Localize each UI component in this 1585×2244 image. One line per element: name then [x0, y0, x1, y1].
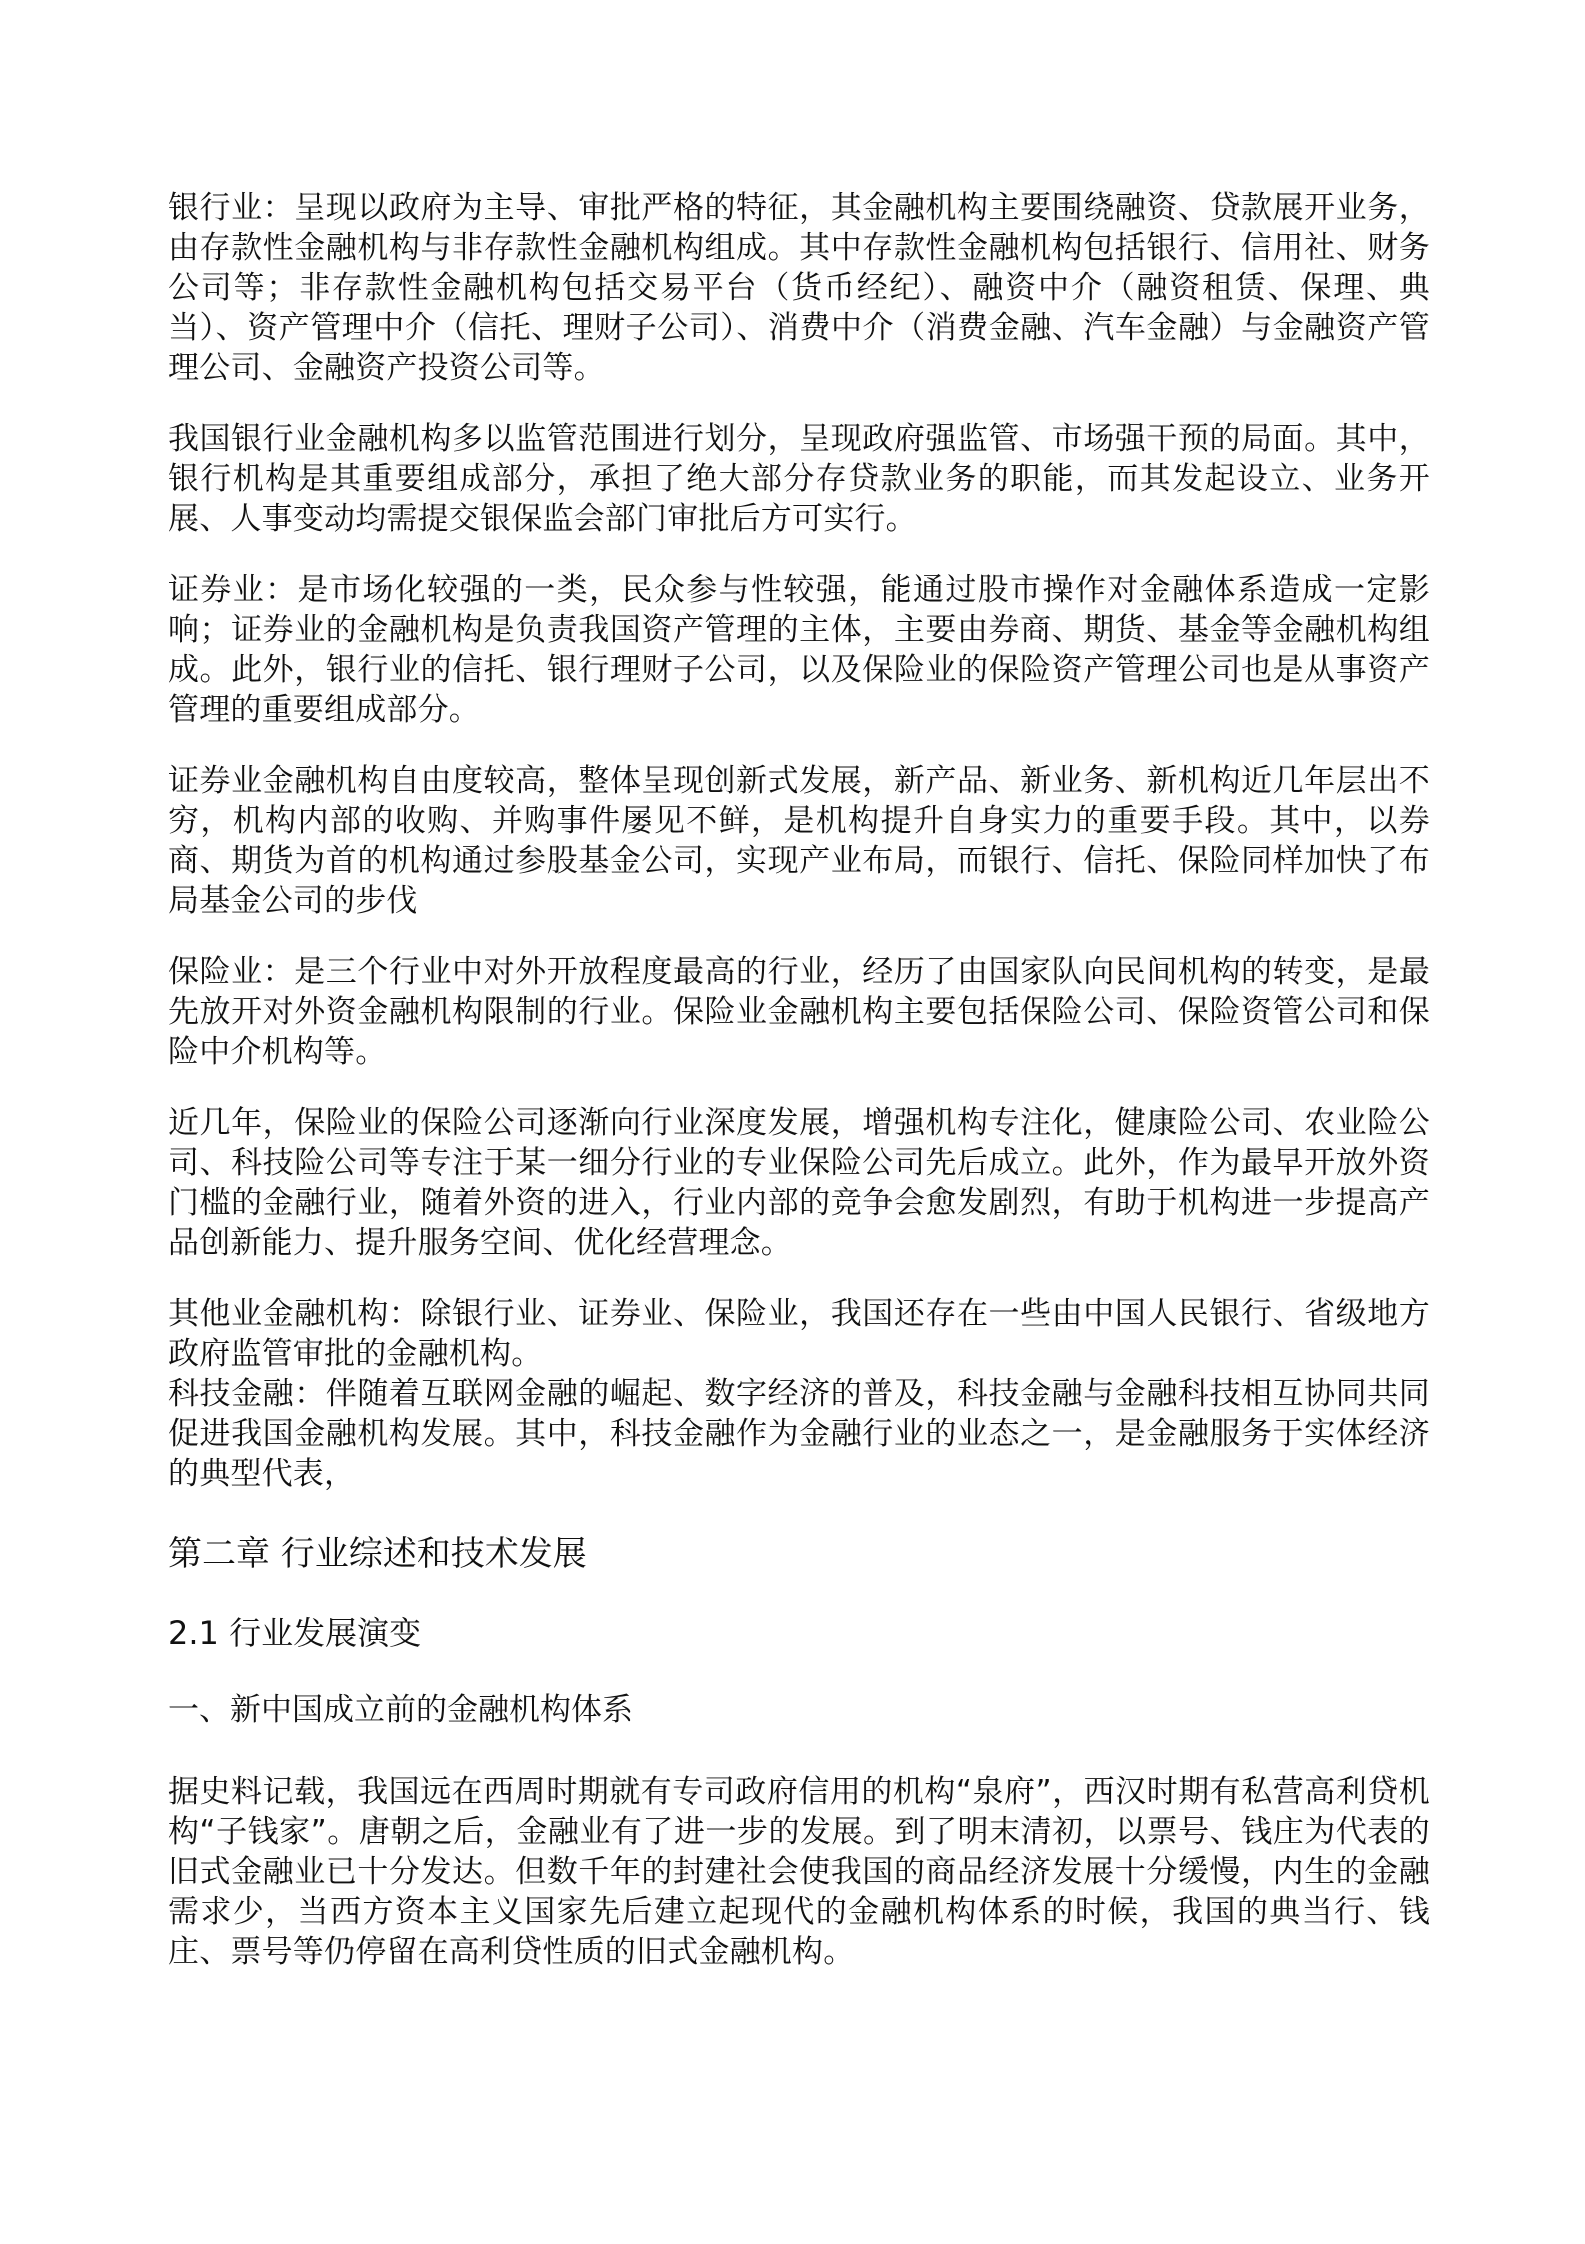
- paragraph-other-institutions: 其他业金融机构：除银行业、证券业、保险业，我国还存在一些由中国人民银行、省级地方政府监管审批的金融机构。: [168, 1296, 1430, 1372]
- paragraph-banking: 银行业：呈现以政府为主导、审批严格的特征，其金融机构主要围绕融资、贷款展开业务，由存款性金融机构与非存款性金融机构组成。其中存款性金融机构包括银行、信用社、财务公司等；非存款性金融机构包括交易平台（货币经纪）、融资中介（融资租赁、保理、典当）、资产管理中介（信托、理财子公司）、消费中介（消费金融、汽车金融）与金融资产管理公司、金融资产投资公司等。: [168, 190, 1430, 386]
- paragraph-history: 据史料记载，我国远在西周时期就有专司政府信用的机构“泉府”，西汉时期有私营高利贷机构“子钱家”。唐朝之后，金融业有了进一步的发展。到了明末清初，以票号、钱庄为代表的旧式金融业已十分发达。但数千年的封建社会使我国的商品经济发展十分缓慢，内生的金融需求少，当西方资本主义国家先后建立起现代的金融机构体系的时候，我国的典当行、钱庄、票号等仍停留在高利贷性质的旧式金融机构。: [168, 1774, 1430, 1970]
- paragraph-banking-regulation: 我国银行业金融机构多以监管范围进行划分，呈现政府强监管、市场强干预的局面。其中，银行机构是其重要组成部分，承担了绝大部分存贷款业务的职能，而其发起设立、业务开展、人事变动均需提交银保监会部门审批后方可实行。: [168, 421, 1430, 537]
- paragraph-securities-development: 证券业金融机构自由度较高，整体呈现创新式发展，新产品、新业务、新机构近几年层出不穷，机构内部的收购、并购事件屡见不鲜，是机构提升自身实力的重要手段。其中，以券商、期货为首的机构通过参股基金公司，实现产业布局，而银行、信托、保险同样加快了布局基金公司的步伐: [168, 763, 1430, 919]
- document-page: [168, 188, 1430, 2003]
- paragraph-insurance: 保险业：是三个行业中对外开放程度最高的行业，经历了由国家队向民间机构的转变，是最先放开对外资金融机构限制的行业。保险业金融机构主要包括保险公司、保险资管公司和保险中介机构等。: [168, 954, 1430, 1070]
- paragraph-insurance-development: 近几年，保险业的保险公司逐渐向行业深度发展，增强机构专注化，健康险公司、农业险公司、科技险公司等专注于某一细分行业的专业保险公司先后成立。此外，作为最早开放外资门槛的金融行业，随着外资的进入，行业内部的竞争会愈发剧烈，有助于机构进一步提高产品创新能力、提升服务空间、优化经营理念。: [168, 1105, 1430, 1261]
- section-title: 2.1 行业发展演变: [168, 1614, 422, 1652]
- subsection-title: 一、新中国成立前的金融机构体系: [168, 1692, 633, 1728]
- paragraph-securities: 证券业：是市场化较强的一类，民众参与性较强，能通过股市操作对金融体系造成一定影响；证券业的金融机构是负责我国资产管理的主体，主要由券商、期货、基金等金融机构组成。此外，银行业的信托、银行理财子公司，以及保险业的保险资产管理公司也是从事资产管理的重要组成部分。: [168, 572, 1430, 728]
- paragraph-tech-finance: 科技金融：伴随着互联网金融的崛起、数字经济的普及，科技金融与金融科技相互协同共同促进我国金融机构发展。其中，科技金融作为金融行业的业态之一，是金融服务于实体经济的典型代表，: [168, 1376, 1430, 1492]
- chapter-title: 第二章 行业综述和技术发展: [168, 1534, 587, 1574]
